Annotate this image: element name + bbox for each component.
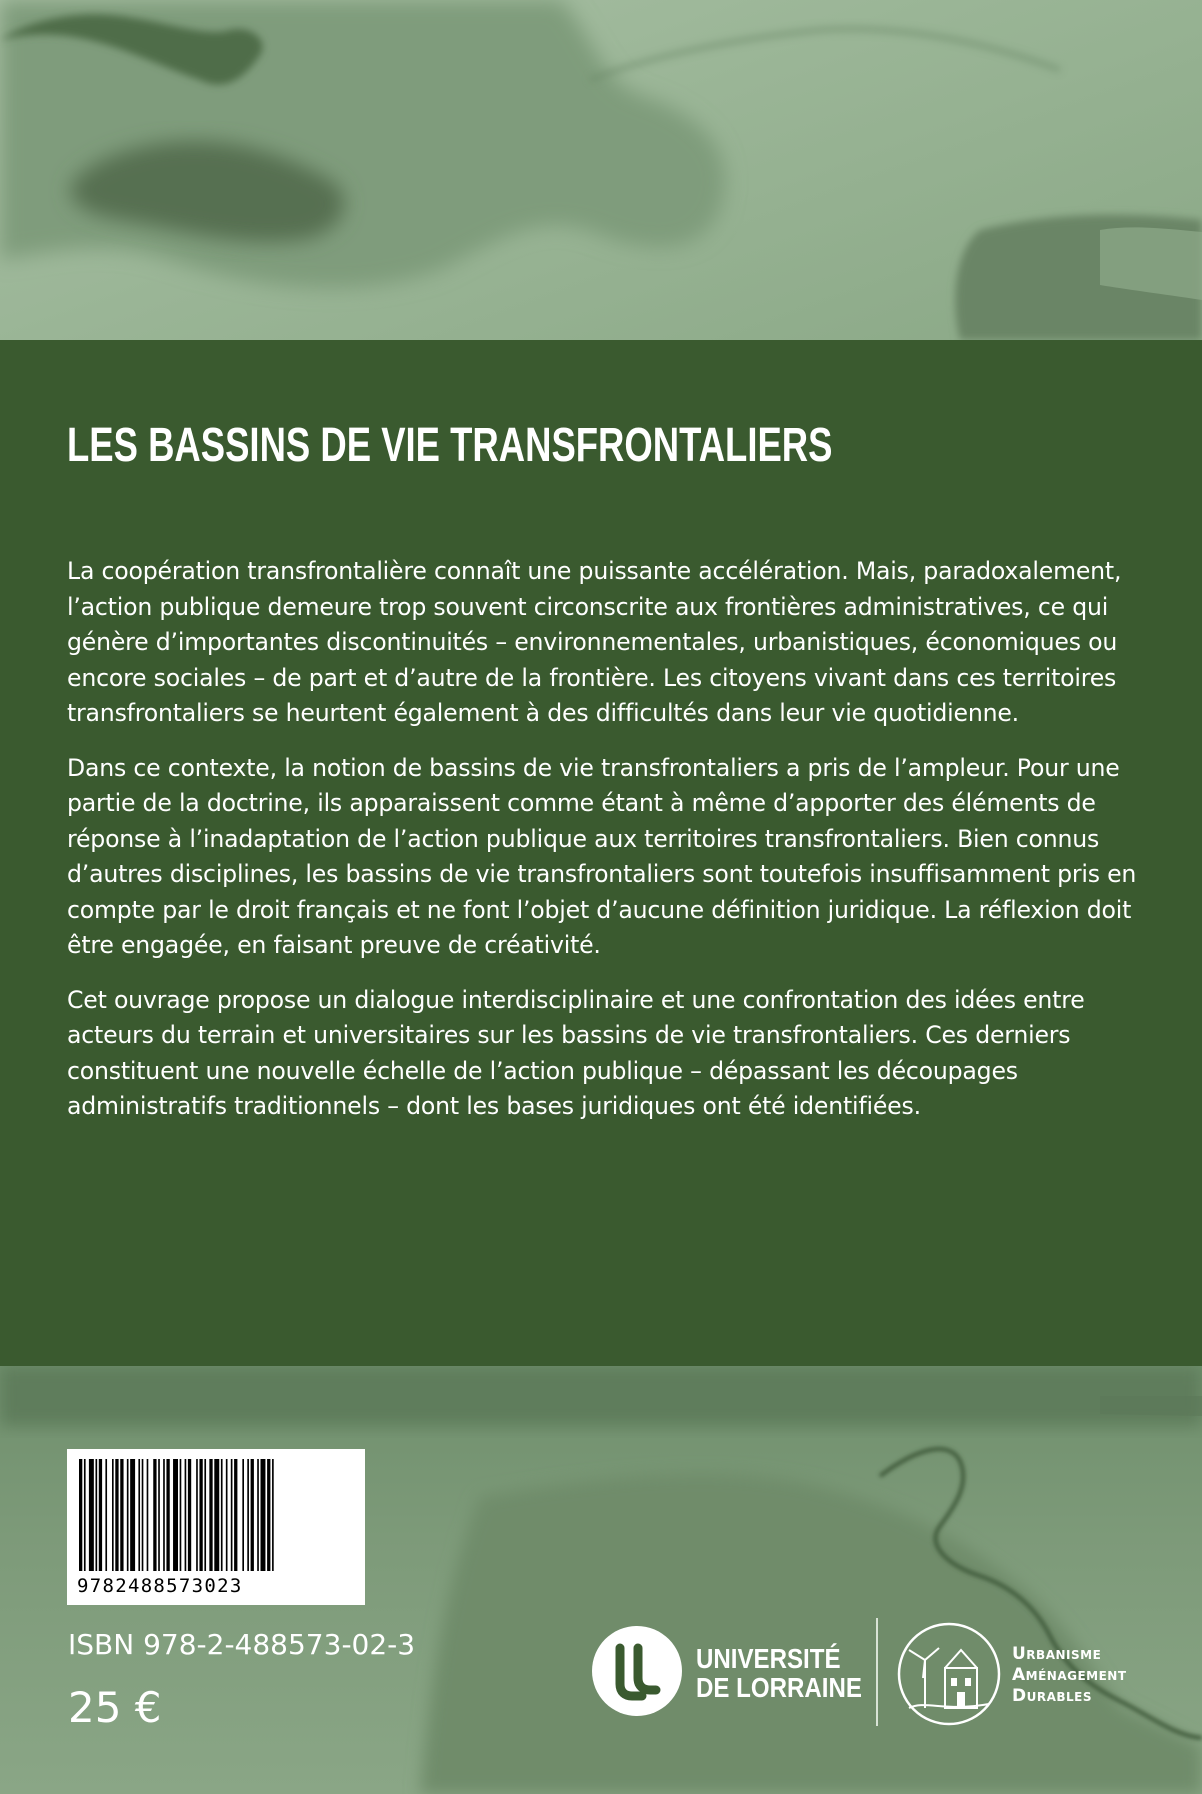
- uad-logo-line-3: Durables: [1012, 1686, 1093, 1706]
- uad-logo-line-2: Aménagement: [1012, 1665, 1127, 1685]
- barcode-bar: [142, 1459, 144, 1571]
- barcode-bar: [204, 1459, 206, 1571]
- barcode-bar: [105, 1459, 107, 1571]
- barcode-bar: [221, 1459, 223, 1571]
- barcode-bar: [251, 1459, 254, 1571]
- barcode-bar: [84, 1459, 86, 1571]
- barcode-bar: [199, 1459, 202, 1571]
- barcode-bar: [173, 1459, 178, 1571]
- blurb-paragraph-3: Cet ouvrage propose un dialogue interdisciplinaire et une confrontation des idées entre acteurs du terrain et universitaires sur les bassins de vie transfrontaliers. Ces derniers constituent une nouvelle échelle de l’action publique – dépassant les découpages administratifs traditionnels – dont les bases juridiques ont été identifiées.: [67, 985, 1085, 1120]
- barcode-bar: [89, 1459, 94, 1571]
- barcode-bar: [226, 1459, 228, 1571]
- barcode-bar: [158, 1459, 160, 1571]
- barcode-digits: 9782488573023: [77, 1575, 243, 1597]
- barcode-bar: [272, 1459, 274, 1571]
- cover-top-photo: [0, 0, 1202, 340]
- barcode-bar: [120, 1459, 123, 1571]
- isbn: ISBN 978-2-488573-02-3: [68, 1628, 416, 1661]
- barcode-bar: [242, 1459, 244, 1571]
- book-title: LES BASSINS DE VIE TRANSFRONTALIERS: [67, 419, 833, 472]
- price: 25 €: [68, 1683, 162, 1732]
- barcode-bar: [130, 1459, 135, 1571]
- barcode-bar: [147, 1459, 149, 1571]
- logo-divider: [876, 1618, 878, 1726]
- universite-de-lorraine-logo: [592, 1626, 862, 1716]
- ul-emblem-icon: [592, 1626, 682, 1716]
- barcode-bar: [214, 1459, 219, 1571]
- uad-logo-text: [1012, 1644, 1127, 1707]
- barcode-bar: [112, 1459, 114, 1571]
- barcode: [67, 1449, 365, 1605]
- ul-logo-line-2: DE LORRAINE: [696, 1672, 862, 1703]
- barcode-bar: [209, 1459, 212, 1571]
- barcode-bar: [231, 1459, 233, 1571]
- barcode-bar: [115, 1459, 118, 1571]
- barcode-bar: [188, 1459, 191, 1571]
- barcode-bar: [166, 1459, 169, 1571]
- barcode-bar: [79, 1459, 82, 1571]
- ul-logo-line-1: UNIVERSITÉ: [696, 1643, 841, 1674]
- map-relief-illustration: [0, 0, 1202, 340]
- barcode-bar: [185, 1459, 187, 1571]
- ul-logo-text: [696, 1644, 862, 1702]
- barcode-bar: [180, 1459, 182, 1571]
- blurb-paragraph-1: La coopération transfrontalière connaît une puissante accélération. Mais, paradoxalement, l’action publique demeure trop souvent circonscrite aux frontières administratives, ce qui génère d’importantes discontinuités – environnementales, urbanistiques, économiques ou encore sociales – de part et d’autre de la frontière. Les citoyens vivant dans ces territoires transfrontaliers se heurtent également à des difficultés dans leur vie quotidienne.: [67, 557, 1122, 727]
- uad-emblem-icon: [895, 1620, 1003, 1728]
- barcode-bar: [127, 1459, 129, 1571]
- barcode-bar: [247, 1459, 249, 1571]
- barcode-bar: [267, 1459, 270, 1571]
- barcode-bar: [234, 1459, 237, 1571]
- uad-logo-line-1: Urbanisme: [1012, 1644, 1102, 1664]
- barcode-bar: [153, 1459, 156, 1571]
- barcode-bar: [196, 1459, 198, 1571]
- barcode-bar: [99, 1459, 102, 1571]
- barcode-bar: [257, 1459, 259, 1571]
- barcode-bar: [96, 1459, 98, 1571]
- barcode-bar: [261, 1459, 266, 1571]
- barcode-bar: [138, 1459, 140, 1571]
- barcode-bar: [163, 1459, 165, 1571]
- blurb-paragraph-2: Dans ce contexte, la notion de bassins de vie transfrontaliers a pris de l’ampleur. Pour une partie de la doctrine, ils apparaissent comme étant à même d’apporter des éléments de réponse à l’inadaptation de l’action publique aux territoires transfrontaliers. Bien connus d’autres disciplines, les bassins de vie transfrontaliers sont toutefois insuffisamment pris en compte par le droit français et ne font l’objet d’aucune définition juridique. La réflexion doit être engagée, en faisant preuve de créativité.: [67, 753, 1137, 959]
- blurb: [67, 554, 1147, 1144]
